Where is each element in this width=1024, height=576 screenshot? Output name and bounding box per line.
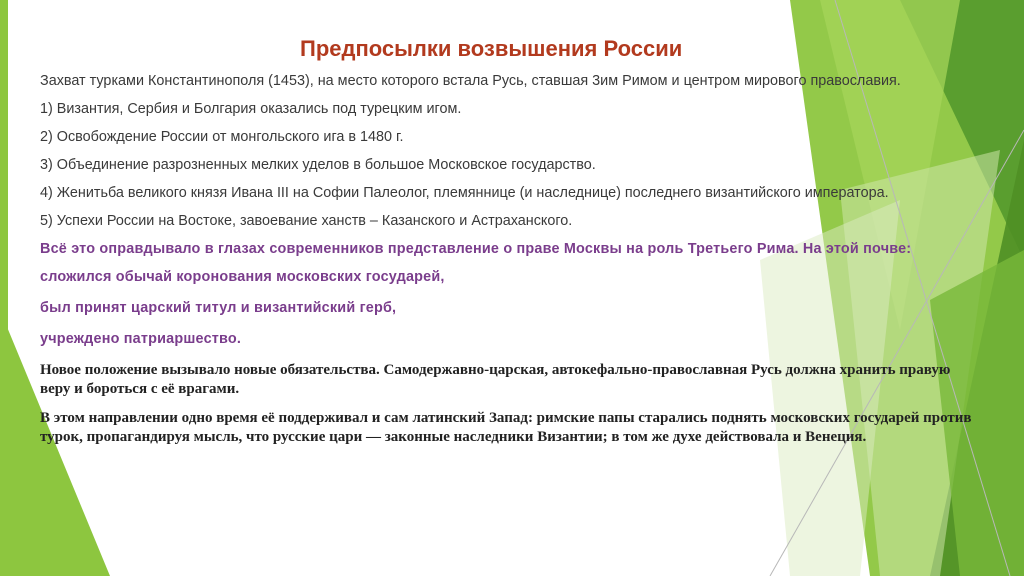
point-2: 2) Освобождение России от монгольского ига в 1480 г. — [40, 129, 404, 145]
point-5: 5) Успехи России на Востоке, завоевание ханств – Казанского и Астраханского. — [40, 213, 573, 229]
latin-west-paragraph: В этом направлении одно время её поддерживал и сам латинский Запад: римские папы старались поднять московских государей против турок, пропагандируя мысль, что русские цари — законные наследники Византии; в том же духе действовала и Венеция. — [40, 410, 972, 445]
consequence-patriarchate: учреждено патриаршество. — [40, 331, 242, 347]
left-accent-bar — [0, 0, 8, 576]
point-4: 4) Женитьба великого князя Ивана III на Софии Палеолог, племяннице (и наследнице) последнего византийского императора. — [40, 185, 889, 201]
consequence-title-emblem: был принят царский титул и византийский герб, — [40, 300, 397, 316]
point-1: 1) Византия, Сербия и Болгария оказались под турецким игом. — [40, 101, 462, 117]
slide-body — [40, 72, 980, 453]
consequence-coronation: сложился обычай коронования московских государей, — [40, 269, 445, 285]
third-rome-statement: Всё это оправдывало в глазах современников представление о праве Москвы на роль Третьего Рима. На этой почве: — [40, 241, 912, 257]
new-obligations-paragraph: Новое положение вызывало новые обязательства. Самодержавно-царская, автокефально-православная Русь должна хранить правую веру и бороться с её врагами. — [40, 362, 951, 397]
point-3: 3) Объединение разрозненных мелких уделов в большое Московское государство. — [40, 157, 596, 173]
slide-title: Предпосылки возвышения России — [300, 36, 683, 61]
intro-paragraph: Захват турками Константинополя (1453), на место которого встала Русь, ставшая 3им Римом и центром мирового православия. — [40, 73, 901, 89]
